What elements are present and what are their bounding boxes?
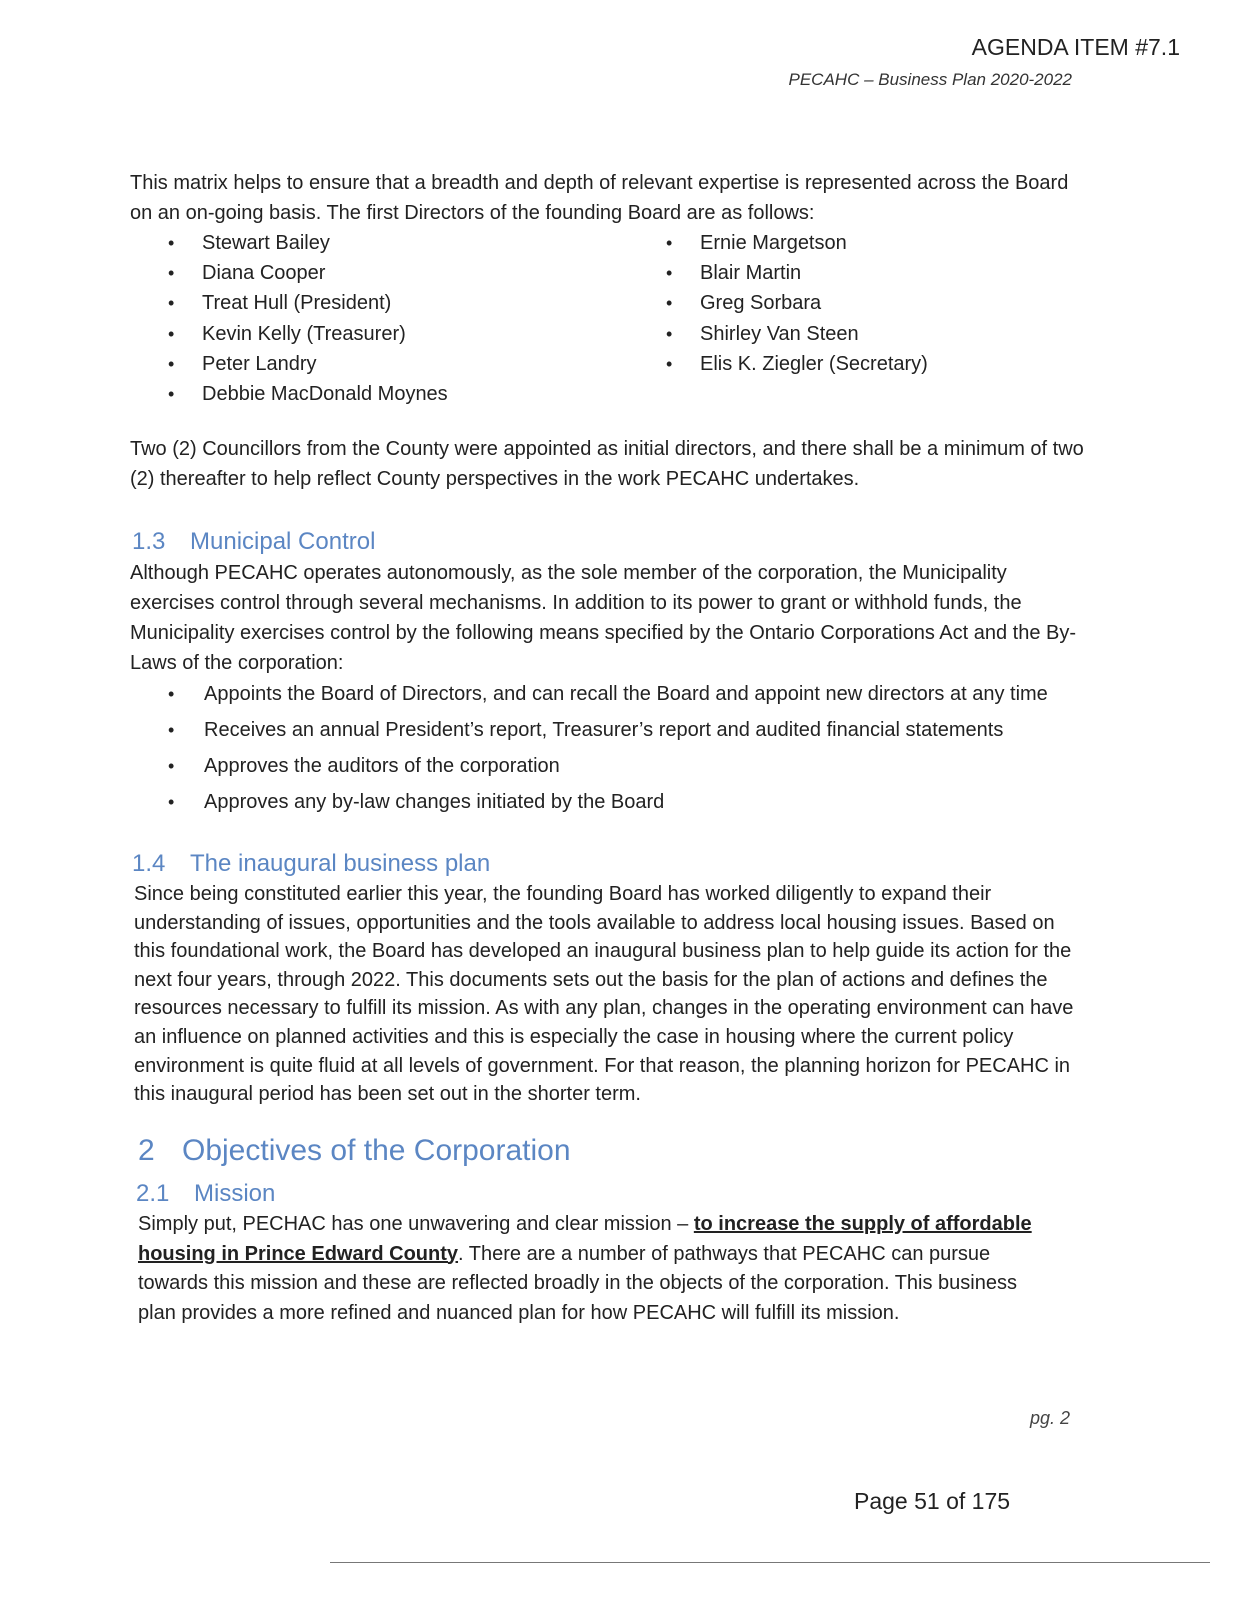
municipal-control-list	[168, 679, 1048, 823]
section-number: 1.3	[132, 528, 166, 555]
director-item: • Ernie Margetson	[666, 228, 928, 258]
directors-list-right	[666, 228, 928, 379]
business-plan-paragraph: Since being constituted earlier this year, the founding Board has worked diligently to expand their understanding of issues, opportunities and the tools available to address local housing issues. Based on this foundational work, the Board has developed an inaugural business plan to help guide its action for the next four years, through 2022. This documents sets out the basis for the plan of actions and defines the resources necessary to fulfill its mission. As with any plan, changes in the operating environment can have an influence on planned activities and this is especially the case in housing where the current policy environment is quite fluid at all levels of government. For that reason, the planning horizon for PECAHC in this inaugural period has been set out in the shorter term.	[134, 883, 1074, 1106]
control-item: • Receives an annual President’s report, Treasurer’s report and audited financial statements	[168, 715, 1048, 751]
director-item: • Greg Sorbara	[666, 288, 928, 318]
control-item: • Appoints the Board of Directors, and can recall the Board and appoint new directors at any time	[168, 679, 1048, 715]
section-heading-2	[138, 1134, 571, 1168]
section-number: 2	[138, 1134, 155, 1167]
intro-paragraph: This matrix helps to ensure that a breadth and depth of relevant expertise is represented across the Board on an on-going basis. The first Directors of the founding Board are as follows:	[130, 172, 1069, 224]
section-heading-1-4	[132, 850, 490, 878]
page-of-total: Page 51 of 175	[854, 1488, 1011, 1514]
document-subtitle: PECAHC – Business Plan 2020-2022	[788, 70, 1072, 89]
section-title: The inaugural business plan	[190, 850, 491, 877]
section-title: Mission	[194, 1180, 276, 1207]
director-item: • Stewart Bailey	[168, 228, 448, 258]
section-title: Municipal Control	[190, 528, 376, 555]
control-item: • Approves the auditors of the corporation	[168, 751, 1048, 787]
mission-rest: . There are a number of pathways that PECAHC can pursue towards this mission and these are reflected broadly in the objects of the corporation. This business plan provides a more refined and nuanced plan for how PECAHC will fulfill its mission.	[138, 1242, 1017, 1324]
footer-divider	[330, 1562, 1210, 1563]
agenda-item-label: AGENDA ITEM #7.1	[971, 34, 1180, 60]
section-heading-1-3	[132, 528, 375, 556]
councillors-paragraph: Two (2) Councillors from the County were appointed as initial directors, and there shall be a minimum of two (2) thereafter to help reflect County perspectives in the work PECAHC undertakes.	[130, 438, 1084, 490]
director-item: • Peter Landry	[168, 349, 448, 379]
director-item: • Elis K. Ziegler (Secretary)	[666, 349, 928, 379]
municipal-control-paragraph: Although PECAHC operates autonomously, as the sole member of the corporation, the Municipality exercises control through several mechanisms. In addition to its power to grant or withhold funds, the Municipality exercises control by the following means specified by the Ontario Corporations Act and the By-Laws of the corporation:	[130, 562, 1077, 674]
director-item: • Diana Cooper	[168, 258, 448, 288]
director-item: • Kevin Kelly (Treasurer)	[168, 319, 448, 349]
section-heading-2-1	[136, 1180, 275, 1208]
control-item: • Approves any by-law changes initiated by the Board	[168, 787, 1048, 823]
page-number-footer: pg. 2	[1029, 1408, 1070, 1428]
mission-statement: to increase the supply of affordable housing in Prince Edward County	[138, 1213, 1032, 1265]
mission-lead: Simply put, PECHAC has one unwavering and clear mission –	[138, 1213, 694, 1235]
director-item: • Shirley Van Steen	[666, 319, 928, 349]
mission-paragraph	[138, 1210, 1053, 1328]
director-item: • Debbie MacDonald Moynes	[168, 379, 448, 409]
directors-list-left	[168, 228, 448, 409]
director-item: • Treat Hull (President)	[168, 288, 448, 318]
director-item: • Blair Martin	[666, 258, 928, 288]
section-number: 2.1	[136, 1180, 170, 1207]
section-title: Objectives of the Corporation	[182, 1134, 571, 1167]
section-number: 1.4	[132, 850, 166, 877]
